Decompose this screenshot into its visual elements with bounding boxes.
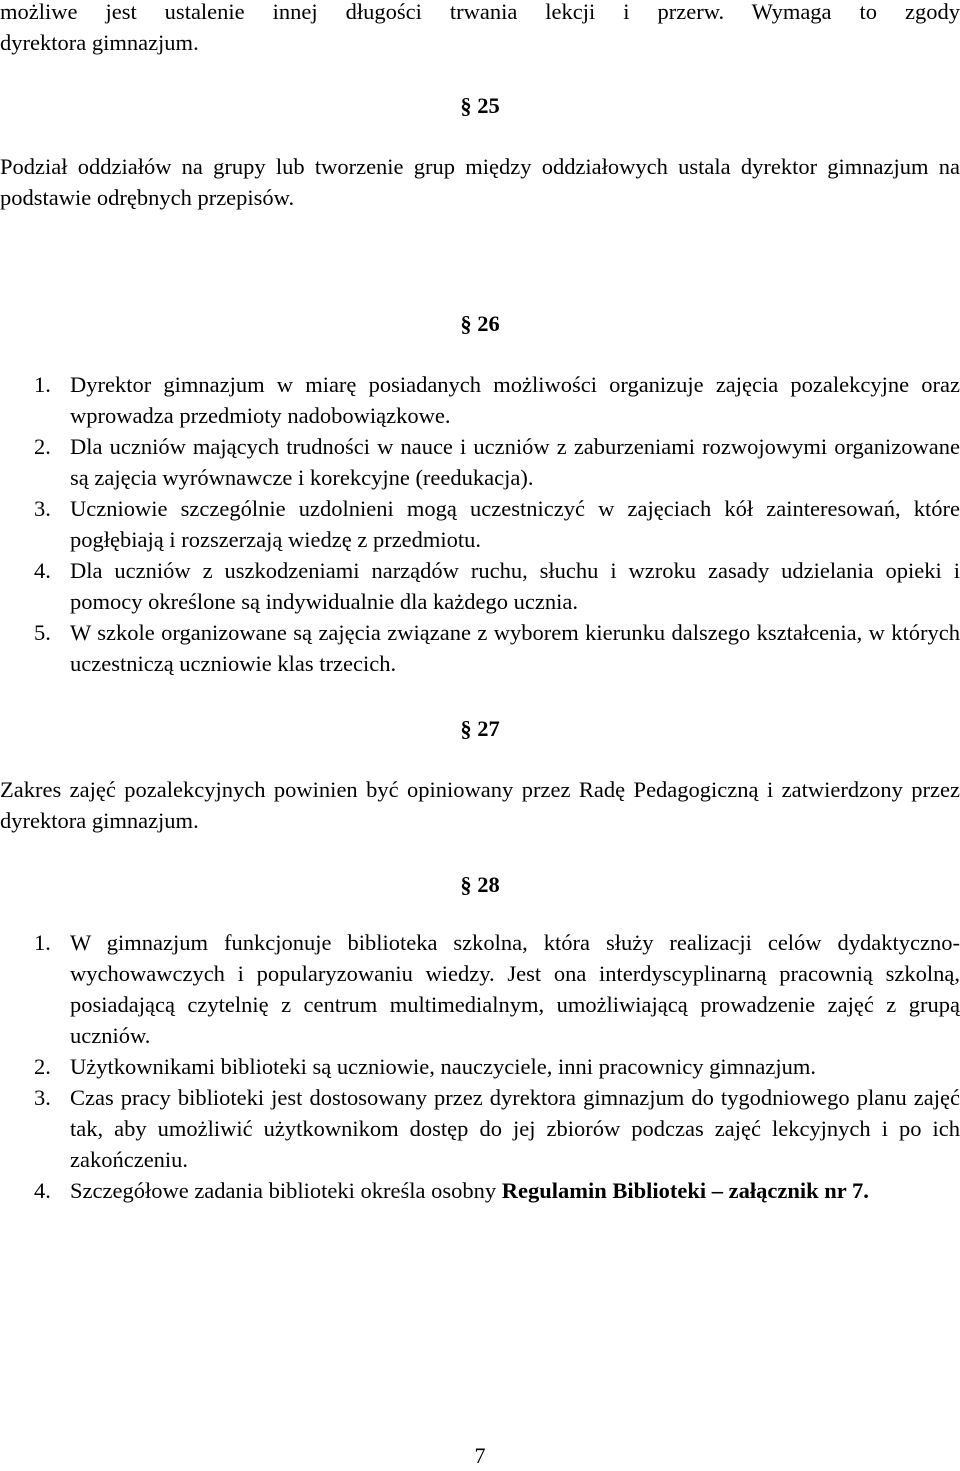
section-25-paragraph: Podział oddziałów na grupy lub tworzenie grup między oddziałowych ustala dyrektor gimnazjum na podstawie odrębnych przepisów. <box>0 154 960 210</box>
page-number: 7 <box>474 1443 486 1468</box>
list-item: 1. Dyrektor gimnazjum w miarę posiadanych możliwości organizuje zajęcia pozalekcyjne oraz wprowadza przedmioty nadobowiązkowe. <box>34 372 960 428</box>
section-heading-25: § 25 <box>460 93 500 118</box>
section-26-list <box>0 369 960 679</box>
list-item: 2. Użytkownikami biblioteki są uczniowie, nauczyciele, inni pracownicy gimnazjum. <box>34 1054 817 1079</box>
regulamin-reference: Regulamin Biblioteki – załącznik nr 7. <box>501 1178 869 1203</box>
intro-line-2: dyrektora gimnazjum. <box>0 30 199 55</box>
list-item: 4. Dla uczniów z uszkodzeniami narządów ruchu, słuchu i wzroku zasady udzielania opieki i pomocy określone są indywidualnie dla każdego ucznia. <box>34 558 960 614</box>
section-27-paragraph: Zakres zajęć pozalekcyjnych powinien być opiniowany przez Radę Pedagogiczną i zatwierdzony przez dyrektora gimnazjum. <box>0 777 960 833</box>
list-item: 3. Czas pracy biblioteki jest dostosowany przez dyrektora gimnazjum do tygodniowego planu zajęć tak, aby umożliwić użytkownikom dostęp do jej zbiorów podczas zajęć lekcyjnych i po ich zakończeniu. <box>34 1085 960 1172</box>
section-heading-28: § 28 <box>460 872 500 897</box>
list-item: 4. Szczegółowe zadania biblioteki określa osobny Regulamin Biblioteki – załącznik nr 7. <box>34 1178 869 1203</box>
section-heading-27: § 27 <box>460 716 500 741</box>
list-item: 1. W gimnazjum funkcjonuje biblioteka szkolna, która służy realizacji celów dydaktyczno-wychowawczych i popularyzowaniu wiedzy. Jest ona interdyscyplinarną pracownią szkolną, posiadającą czytelnię z centrum multimedialnym, umożliwiającą prowadzenie zajęć z grupą uczniów. <box>34 930 960 1048</box>
section-28-list <box>0 927 960 1206</box>
list-item: 2. Dla uczniów mających trudności w nauce i uczniów z zaburzeniami rozwojowymi organizowane są zajęcia wyrównawcze i korekcyjne (reedukacja). <box>34 434 960 490</box>
intro-line-1: możliwe jest ustalenie innej długości trwania lekcji i przerw. Wymaga to zgody <box>0 0 960 24</box>
list-item: 3. Uczniowie szczególnie uzdolnieni mogą uczestniczyć w zajęciach kół zainteresowań, które pogłębiają i rozszerzają wiedzę z przedmiotu. <box>34 496 960 552</box>
list-item: 5. W szkole organizowane są zajęcia związane z wyborem kierunku dalszego kształcenia, w których uczestniczą uczniowie klas trzecich. <box>34 620 960 676</box>
intro-paragraph <box>0 0 960 58</box>
section-heading-26: § 26 <box>460 311 500 336</box>
